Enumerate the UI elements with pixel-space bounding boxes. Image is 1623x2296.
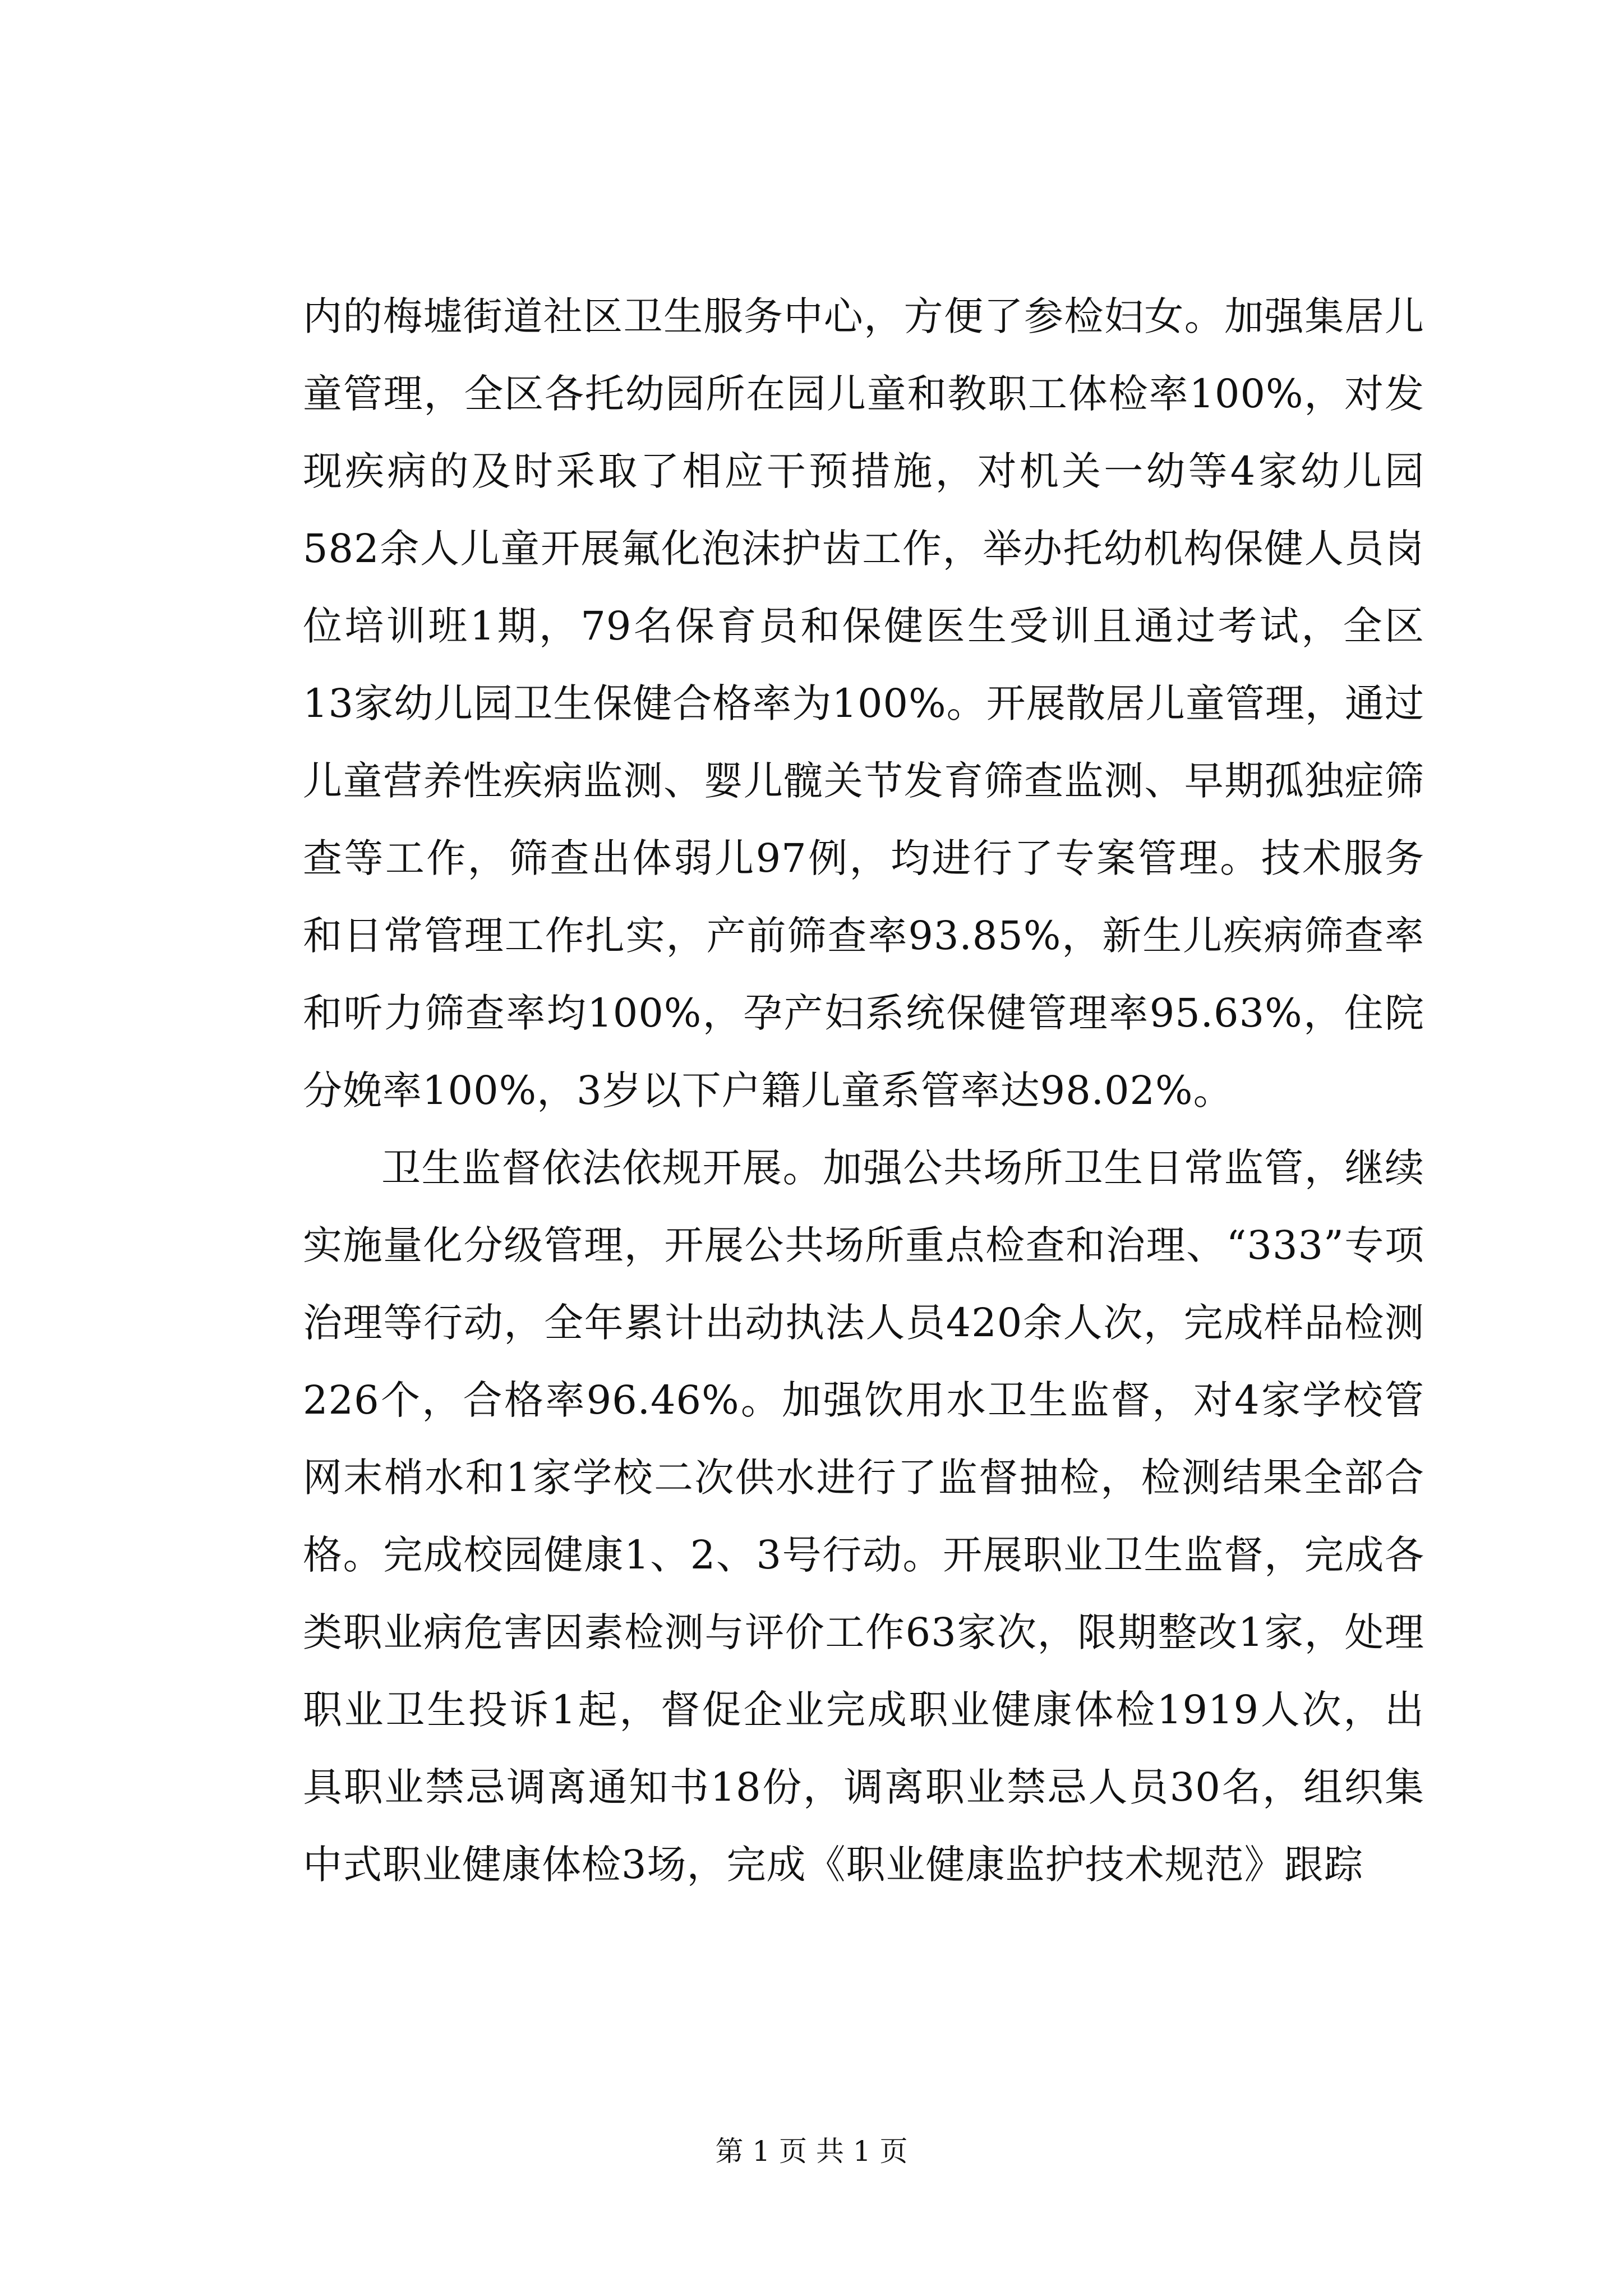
page-footer [0,2134,1623,2168]
document-body [303,278,1424,1903]
page-number-label: 第 1 页 共 1 页 [715,2135,908,2168]
paragraph-1: 内的梅墟街道社区卫生服务中心，方便了参检妇女。加强集居儿童管理，全区各托幼园所在园儿童和教职工体检率100%，对发现疾病的及时采取了相应干预措施，对机关一幼等4家幼儿园582余人儿童开展氟化泡沫护齿工作，举办托幼机构保健人员岗位培训班1期，79名保育员和保健医生受训且通过考试，全区13家幼儿园卫生保健合格率为100%。开展散居儿童管理，通过儿童营养性疾病监测、婴儿髋关节发育筛查监测、早期孤独症筛查等工作，筛查出体弱儿97例，均进行了专案管理。技术服务和日常管理工作扎实，产前筛查率93.85%，新生儿疾病筛查率和听力筛查率均100%，孕产妇系统保健管理率95.63%，住院分娩率100%，3岁以下户籍儿童系管率达98.02%。 [303,293,1424,1114]
paragraph-2: 卫生监督依法依规开展。加强公共场所卫生日常监管，继续实施量化分级管理，开展公共场所重点检查和治理、“333”专项治理等行动，全年累计出动执法人员420余人次，完成样品检测226个，合格率96.46%。加强饮用水卫生监督，对4家学校管网末梢水和1家学校二次供水进行了监督抽检，检测结果全部合格。完成校园健康1、2、3号行动。开展职业卫生监督，完成各类职业病危害因素检测与评价工作63家次，限期整改1家，处理职业卫生投诉1起，督促企业完成职业健康体检1919人次，出具职业禁忌调离通知书18份，调离职业禁忌人员30名，组织集中式职业健康体检3场，完成《职业健康监护技术规范》跟踪 [303,1145,1424,1888]
